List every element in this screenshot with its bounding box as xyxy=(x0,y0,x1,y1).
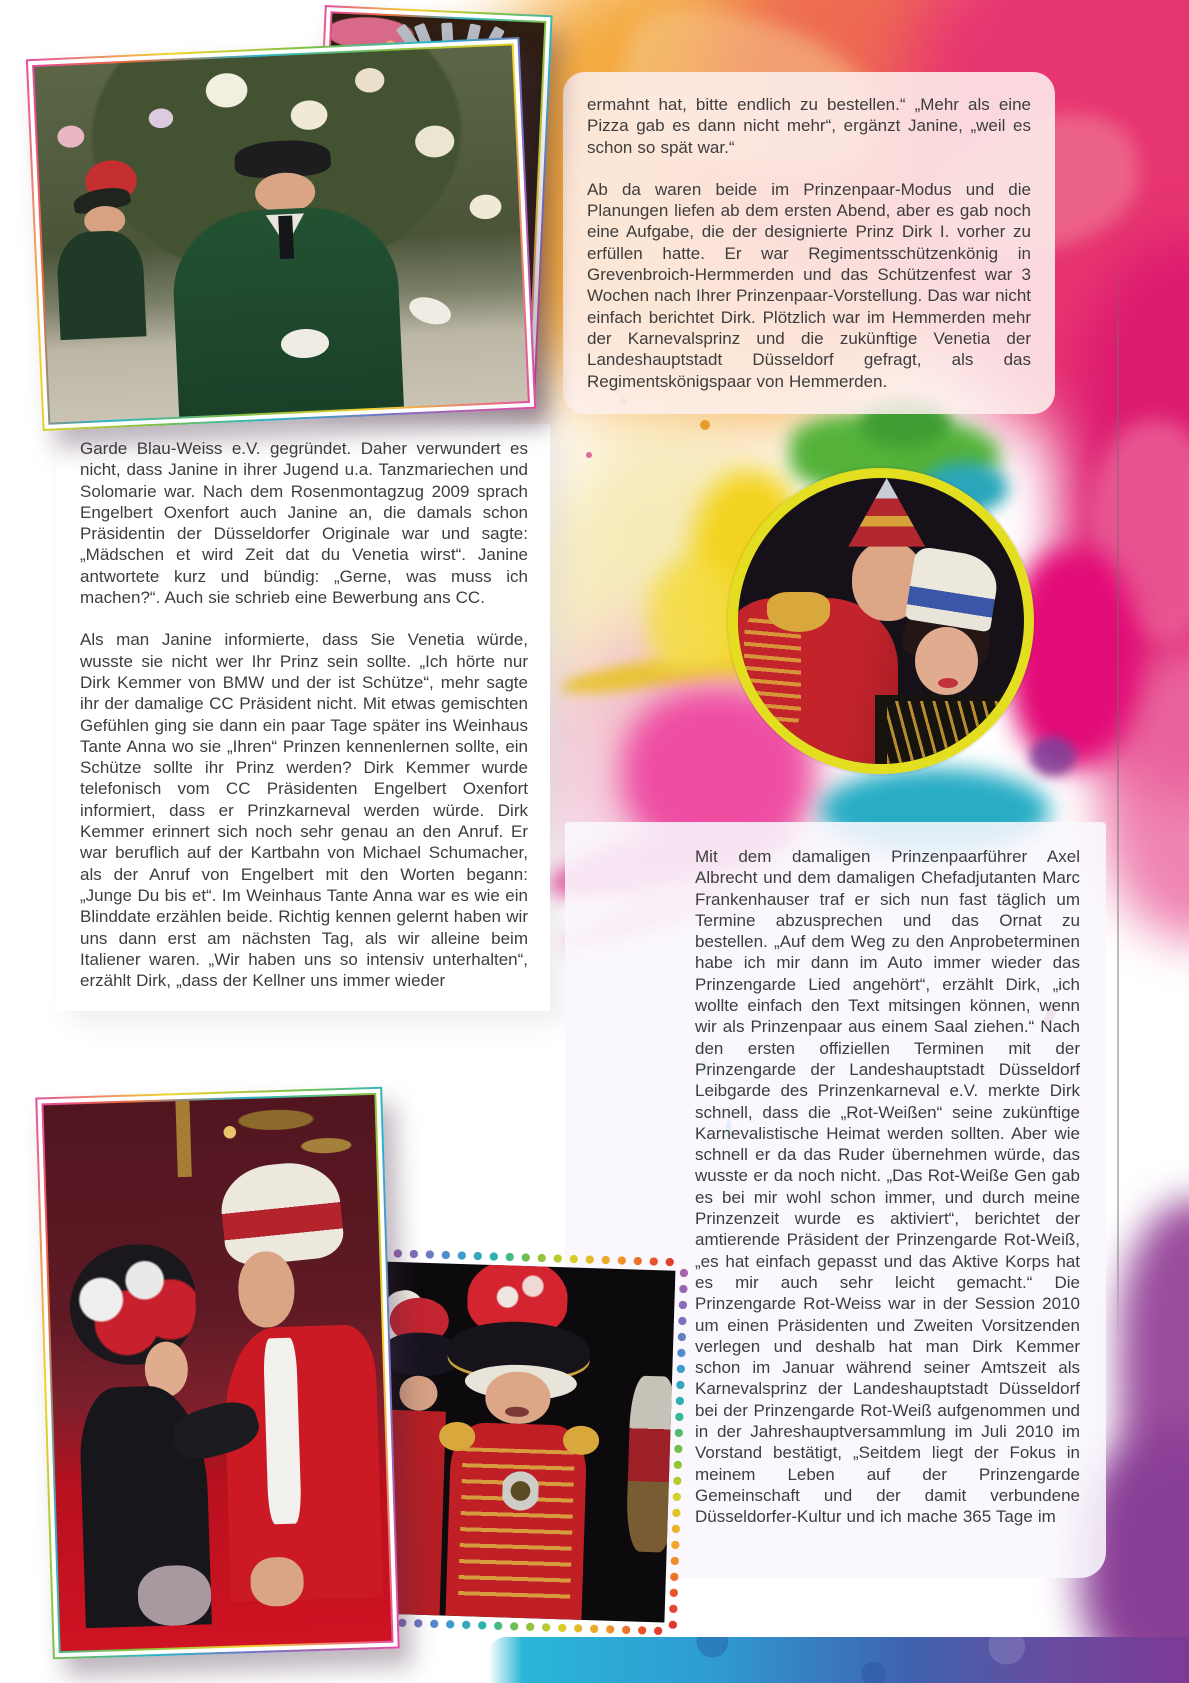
white-shirt xyxy=(263,1338,302,1525)
guardsman-face xyxy=(484,1370,551,1425)
paar-am-tisch-photo xyxy=(35,1087,399,1660)
paint-dot xyxy=(700,420,710,430)
paragraph: ermahnt hat, bitte endlich zu bestellen.“ „Mehr als eine Pizza gab es dann nicht mehr“, ergänzt Janine, „weil es schon so spät war.“ xyxy=(587,95,1031,157)
schuetzenkoenig-photo-image xyxy=(34,45,528,422)
prince-cap xyxy=(841,478,933,547)
venetia-costume-gold-trim xyxy=(887,701,1013,764)
red-jacket xyxy=(223,1324,384,1602)
hands xyxy=(250,1556,304,1607)
page-edge-line xyxy=(1117,250,1119,1345)
man-face xyxy=(237,1250,296,1328)
gold-epaulette xyxy=(439,1422,475,1451)
splash-yellow-2 xyxy=(648,560,738,680)
streamer-decoration xyxy=(176,1101,192,1178)
garde-photo-image xyxy=(369,1261,676,1622)
white-glove xyxy=(406,293,454,330)
paragraph: Ab da waren beide im Prinzenpaar-Modus und die Planungen liefen ab dem ersten Abend, aber es gab noch eine Aufgabe, die der designierte Prinz Dirk I. vorher zu erfüllen hatte. Er war Regimentsschützenkönig in Grevenbroich-Hermmerden und das Schützenfest war 3 Wochen nach Ihrer Prinzenpaar-Vorstellung. Das war nicht einfach berichtet Dirk. Plötzlich war im Hemmerden mehr der Karnevalsprinz und die zukünftige Venetia der Landeshauptstadt Düsseldorf gefragt, als das Regimentskönigspaar von Hemmerden. xyxy=(587,179,1031,391)
plastic-bag xyxy=(137,1564,212,1626)
intro-text-box xyxy=(563,72,1055,414)
guardsman-face xyxy=(399,1375,439,1411)
venetia-crown xyxy=(904,546,1000,633)
splash-purple-dot xyxy=(1030,736,1076,776)
prinzenpaar-circle-photo xyxy=(728,468,1034,774)
gold-epaulette xyxy=(767,592,830,632)
left-column-text xyxy=(56,424,550,1011)
garde-photo xyxy=(369,1261,676,1622)
schuetzenkoenig-photo xyxy=(26,37,536,431)
gold-epaulette xyxy=(563,1426,599,1455)
paragraph: Als man Janine informierte, dass Sie Venetia würde, wusste sie nicht wer Ihr Prinz sein sollte. „Ich hörte nur Dirk Kemmer von BMW und der ist Schütze“, mehr sagte ihr der damalige CC Präsident nicht. Mit etwas gemischten Gefühlen ging sie dann ein paar Tage später ins Weinhaus Tante Anna wo sie „Ihren“ Prinzen kennenlernen sollte, ein Schütze sollte ihr Prinz werden? Dirk Kemmer wurde telefonisch vom CC Präsidenten Engelbert Oxenfort informiert, dass er Prinzkarneval werden würde. Dirk Kemmer erinnert sich noch sehr genau an den Anruf. Er war beruflich auf der Kartbahn von Michael Schumacher, als der Anruf von Engelbert mit den Worten begann: „Junge Du bis et“. Im Weinhaus Tante Anna war es wie ein Blinddate erzählen beide. Richtig kennen gelernt haben wir uns dann erst am nächsten Tag, als wir alleine beim Italiener waren. „Wir haben uns so intensiv unterhalten“, erzählt Dirk, „dass der Kellner uns immer wieder xyxy=(80,630,528,991)
order-medal xyxy=(502,1470,539,1513)
bottom-gradient-band xyxy=(488,1637,1189,1683)
paragraph: Garde Blau-Weiss e.V. gegründet. Daher verwundert es nicht, dass Janine in ihrer Jugend u.a. Tanzmariechen und Solomarie war. Nach dem Rosenmontagzug 2009 sprach Engelbert Oxenfort auch Janine an, die damals schon Präsidentin der Düsseldorfer Originale war und sagte: „Mädschen et wird Zeit dat du Venetia wirst“. Janine antwortete kurz und bündig: „Gerne, was muss ich machen?“. Auch sie schrieb eine Bewerbung ans CC. xyxy=(80,439,528,608)
companion-uniform xyxy=(56,230,147,341)
paint-dot xyxy=(586,452,592,458)
white-red-cap xyxy=(218,1158,346,1268)
gold-braid xyxy=(744,615,801,729)
black-tie xyxy=(278,216,294,259)
paragraph: Mit dem damaligen Prinzenpaarführer Axel Albrecht und dem damaligen Chefadjutanten Marc Frankenhauser traf er sich nun fast täglich um Termine abzusprechen und das Ornat zu bestellen. „Auf dem Weg zu den Anprobeterminen habe ich mir dann im Auto immer wieder das Prinzengarde Lied angehört“, erzählt Dirk, „ich wollte einfach den Text mitsingen können, wenn wir als Prinzenpaar aus einem Saal ziehen.“ Nach den ersten offiziellen Terminen mit der Prinzengarde der Landeshauptstadt Düsseldorf Leibgarde des Prinzenkarneval e.V. merkte Dirk schnell, dass die „Rot-Weißen“ seine zukünftige Karnevalistische Heimat werden sollten. Aber wie schnell er da das Ruder übernehmen würde, das wusste er da noch nicht. „Das Rot-Weiße Gen gab es bei mir wohl schon immer, und durch meine Prinzenzeit wurde es aktiviert“, berichtet der amtierende Präsident der Prinzengarde Rot-Weiß, „es hat einfach gepasst und das Aktive Korps hat es mir auch sehr leicht gemacht.“ Die Prinzengarde Rot-Weiss war in der Session 2010 um einen Präsidenten und Zweiten Vorsitzenden verlegen und deshalb hat man Dirk Kemmer schon im Januar während seiner Amtszeit als Karnevalsprinz der Landeshauptstadt Düsseldorf bei der Prinzengarde Rot-Weiß aufgenommen und in der Jahreshauptversammlung im Juli 2010 im Vorstand bestätigt, „Seitdem liegt der Fokus in meinem Leben auf der Prinzengarde Gemeinschaft und der damit verbundene Düsseldorfer-Kultur und ich mache 365 Tage im xyxy=(695,847,1080,1527)
paar-am-tisch-photo-image xyxy=(44,1095,392,1651)
